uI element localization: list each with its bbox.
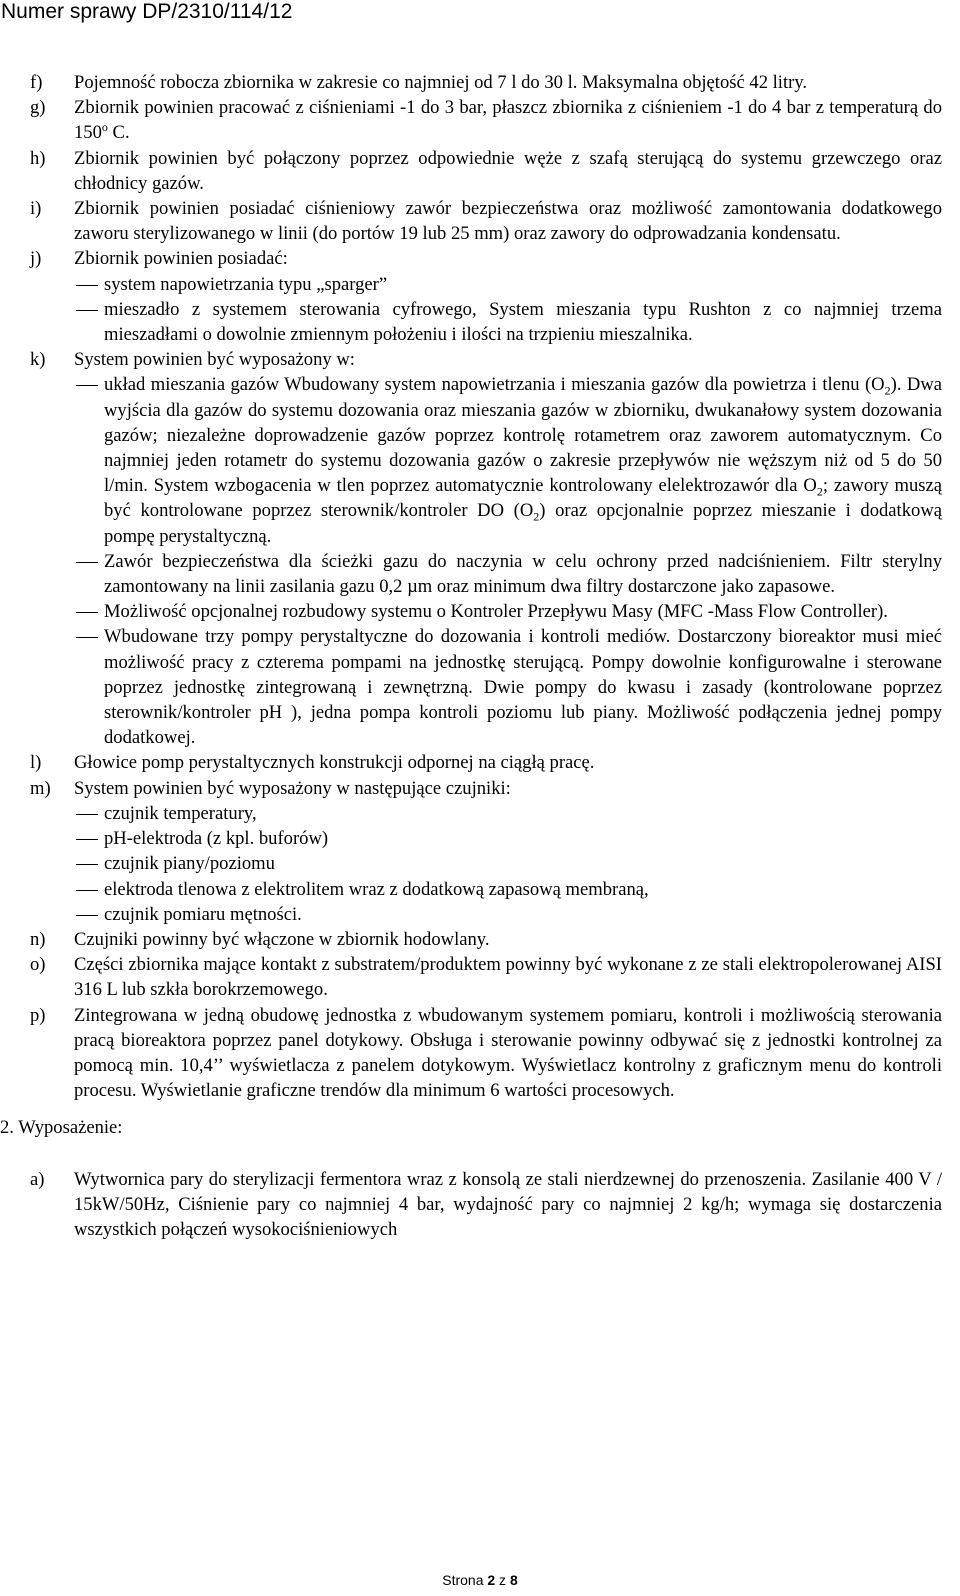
item-text: Zintegrowana w jedną obudowę jednostka z wbudowanym systemem pomiaru, kontroli i możliwością sterowania pracą bioreaktora poprzez panel dotykowy. Obsługa i sterowanie powinny odbywać się z jednostki kontrolnej za pomocą min. 10,4’’ wyświetlacza z panelem dotykowym. Wyświetlacz kontrolny z graficznym menu do kontroli procesu. Wyświetlanie graficzne trendów dla minimum 6 wartości procesowych. bbox=[74, 1004, 942, 1102]
sub-item-text: czujnik temperatury, bbox=[104, 802, 257, 824]
item-text: Części zbiornika mające kontakt z substratem/produktem powinny być wykonane z ze stali elektropolerowanej AISI 316 L lub szkła borokrzemowego. bbox=[74, 954, 942, 1001]
list-item-o bbox=[30, 952, 942, 1002]
dash-bullet bbox=[74, 902, 104, 927]
list-item-k bbox=[30, 347, 942, 750]
sub-item-text: system napowietrzania typu „sparger” bbox=[104, 273, 388, 295]
item-text: Zbiornik powinien pracować z ciśnieniami -1 do 3 bar, płaszcz zbiornika z ciśnieniem -1 do 4 bar z temperaturą do 150$^o$ C. bbox=[74, 97, 942, 144]
sub-item bbox=[74, 877, 942, 902]
list-item-l bbox=[30, 750, 942, 775]
list-item-f bbox=[30, 70, 942, 95]
list-item-m bbox=[30, 776, 942, 927]
sub-item bbox=[74, 297, 942, 347]
item-label: l) bbox=[30, 752, 42, 774]
dash-bullet bbox=[74, 272, 104, 297]
dash-bullet bbox=[74, 801, 104, 826]
sub-item bbox=[74, 902, 942, 927]
item-text: System powinien być wyposażony w następujące czujniki: bbox=[74, 777, 511, 799]
item-label: p) bbox=[30, 1004, 46, 1026]
item-body bbox=[74, 246, 942, 347]
sub-item-text: mieszadło z systemem sterowania cyfrowego, System mieszania typu Rushton z co najmniej trzema mieszadłami o dowolnie zmiennym położeniu i ilości na trzpieniu mieszalnika. bbox=[104, 298, 942, 346]
sub-item bbox=[74, 801, 942, 826]
section-heading: 2. Wyposażenie: bbox=[0, 1117, 123, 1139]
dash-bullet bbox=[74, 624, 104, 649]
list-item-i bbox=[30, 196, 942, 246]
sub-item-text: elektroda tlenowa z elektrolitem wraz z dodatkową zapasową membraną, bbox=[104, 878, 649, 900]
dash-bullet bbox=[74, 549, 104, 574]
sub-item bbox=[74, 826, 942, 851]
sub-item-text: czujnik pomiaru mętności. bbox=[104, 903, 302, 925]
sub-item bbox=[74, 372, 942, 548]
sub-item bbox=[74, 624, 942, 750]
item-label: a) bbox=[30, 1168, 45, 1190]
dash-bullet bbox=[74, 372, 104, 397]
dash-bullet bbox=[74, 599, 104, 624]
superscript: o bbox=[101, 120, 108, 135]
item-text: Głowice pomp perystaltycznych konstrukcji odpornej na ciągłą pracę. bbox=[74, 752, 595, 774]
list-item-n bbox=[30, 927, 942, 952]
item-label: n) bbox=[30, 928, 46, 950]
sub-item-text: Wbudowane trzy pompy perystaltyczne do dozowania i kontroli mediów. Dostarczony bioreaktor musi mieć możliwość pracy z czterema pompami na jednostkę sterującą. Pompy dowolnie konfigurowalne i sterowane poprzez jednostkę zintegrowaną i zewnętrzną. Dwie pompy do kwasu i zasady (kontrolowane poprzez sterownik/kontroler pH ), jedna pompa kontroli poziomu lub piany. Możliwość podłączenia jednej pompy dodatkowej. bbox=[104, 626, 942, 749]
item-body bbox=[74, 776, 942, 927]
dash-bullet bbox=[74, 877, 104, 902]
sub-item bbox=[74, 549, 942, 599]
item-text: Pojemność robocza zbiornika w zakresie co najmniej od 7 l do 30 l. Maksymalna objętość 42 litry. bbox=[74, 72, 808, 93]
sub-item-text: Zawór bezpieczeństwa dla ścieżki gazu do naczynia w celu ochrony przed nadciśnieniem. Filtr sterylny zamontowany na linii zasilania gazu 0,2 µm oraz minimum dwa filtry dostarczone jako zapasowe. bbox=[104, 550, 942, 598]
sub-item-text: czujnik piany/poziomu bbox=[104, 853, 275, 875]
item-label: g) bbox=[30, 97, 46, 119]
item-body bbox=[74, 347, 942, 750]
item-text: Wytwornica pary do sterylizacji fermentora wraz z konsolą ze stali nierdzewnej do przenoszenia. Zasilanie 400 V / 15kW/50Hz, Ciśnienie pary co najmniej 4 bar, wydajność pary co najmniej 2 kg/h; wymaga się dostarczenia wszystkich połączeń wysokociśnieniowych bbox=[74, 1168, 942, 1240]
item-label: h) bbox=[30, 147, 46, 169]
case-number-header: Numer sprawy DP/2310/114/12 bbox=[1, 0, 293, 23]
sub-item bbox=[74, 851, 942, 876]
item-label: k) bbox=[30, 349, 46, 371]
list-item-g bbox=[30, 95, 942, 145]
list-item-j bbox=[30, 246, 942, 347]
sub-item bbox=[74, 599, 942, 624]
item-label: j) bbox=[30, 248, 42, 270]
page-footer: Strona 2 z 8 bbox=[442, 1572, 518, 1588]
sub-item-text: Możliwość opcjonalnej rozbudowy systemu o Kontroler Przepływu Masy (MFC -Mass Flow Controller). bbox=[104, 601, 888, 623]
list-item-a bbox=[30, 1167, 942, 1243]
sub-item-text: pH-elektroda (z kpl. buforów) bbox=[104, 828, 329, 850]
item-text: Zbiornik powinien posiadać ciśnieniowy zawór bezpieczeństwa oraz możliwość zamontowania dodatkowego zaworu sterylizowanego w linii (do portów 19 lub 25 mm) oraz zawory do odprowadzania kondensatu. bbox=[74, 198, 942, 245]
item-text: Czujniki powinny być włączone w zbiornik hodowlany. bbox=[74, 928, 490, 950]
sub-item-text: układ mieszania gazów Wbudowany system napowietrzania i mieszania gazów dla powietrza i tlenu $(O_2)$. Dwa wyjścia dla gazów do systemu dozowania oraz mieszania gazów w zbiorniku, dwukanałowy system dozowania gazów; niezależne doprowadzenie gazów poprzez kontrolę rotametrem oraz zaworem automatycznym. Co najmniej jeden rotametr do systemu dozowania gazów o zakresie przepływów nie węższym niż od 5 do 50 l/min. System wzbogacenia w tlen poprzez automatycznie kontrolowany elelektrozawór dla $O_2$; zawory muszą być kontrolowane poprzez sterownik/kontroler DO $(O_2)$ oraz opcjonalnie poprzez mieszanie i dodatkową pompę perystaltyczną. bbox=[104, 374, 943, 547]
item-text: System powinien być wyposażony w: bbox=[74, 349, 355, 371]
item-label: m) bbox=[30, 777, 51, 799]
list-item-h bbox=[30, 146, 942, 196]
dash-bullet bbox=[74, 297, 104, 322]
sub-item bbox=[74, 272, 942, 297]
item-text: Zbiornik powinien być połączony poprzez odpowiednie węże z szafą sterującą do systemu grzewczego oraz chłodnicy gazów. bbox=[74, 147, 942, 194]
current-page: 2 bbox=[487, 1572, 496, 1588]
dash-bullet bbox=[74, 826, 104, 851]
dash-bullet bbox=[74, 851, 104, 876]
item-label: i) bbox=[30, 198, 42, 220]
list-item-p bbox=[30, 1003, 942, 1104]
item-label: o) bbox=[30, 954, 46, 976]
item-text: Zbiornik powinien posiadać: bbox=[74, 248, 288, 270]
item-label: f) bbox=[30, 72, 43, 93]
document-body bbox=[0, 70, 943, 1242]
total-pages: 8 bbox=[509, 1572, 518, 1588]
